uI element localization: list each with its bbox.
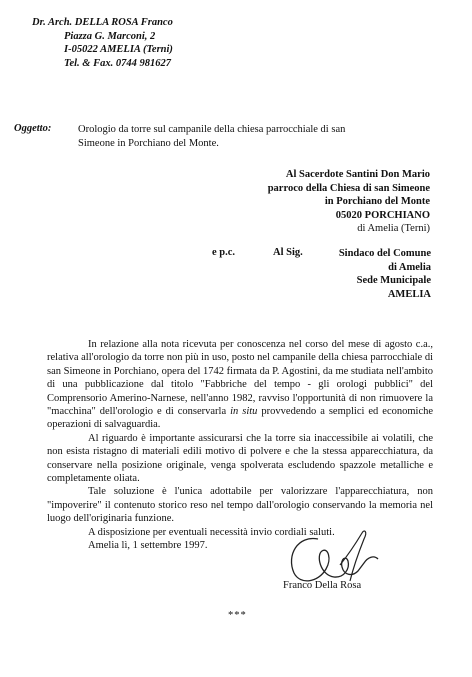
signature-name: Franco Della Rosa [283, 580, 362, 591]
cc-line-1: Sindaco del Comune [338, 248, 431, 259]
body-p1-text: In relazione alla nota ricevuta per conoscenza nel corso del mese di agosto c.a., relativa all'orologio da torre non più in uso, posto nel campanile della chiesa parrocchiale di san Simeone in Porchiano, opera del 1742 firmata da P. Agostini, da me studiata nell'ambito di una pubblicazione dal titolo "Fabbriche del tempo - gli orologi pubblici" del Comprensorio Amerino-Narnese, nell'anno 1982, ravviso l'opportunità di non rimuovere la "macchina" dell'orologio e di conservarla [47, 339, 433, 418]
recipient-line-1: Al Sacerdote Santini Don Mario [285, 169, 430, 180]
subject-label: Oggetto: [14, 123, 52, 134]
subject-line-2: Simeone in Porchiano del Monte. [78, 137, 219, 149]
recipient-line-4: 05020 PORCHIANO [335, 209, 430, 221]
recipient-block [200, 168, 430, 236]
sender-address: Piazza G. Marconi, 2 [64, 30, 156, 42]
body-p1-end: provvedendo a semplici ed economiche operazioni di salvaguardia. [47, 406, 434, 431]
body-paragraph-3: Tale soluzione è l'unica adottabile per valorizzare l'apparecchiatura, non "impoverire" il contenuto storico reso nel tempo dall'orologio conservando la memoria nel luogo dell'originaria funzione. [47, 486, 433, 525]
cc-recipient-block [325, 247, 431, 301]
cc-line-4: AMELIA [387, 288, 431, 300]
cc-label: e p.c. [212, 247, 236, 258]
letter-body [47, 338, 433, 553]
subject-text [78, 123, 346, 150]
cc-salutation: Al Sig. [273, 247, 303, 258]
recipient-line-5: di Amelia (Terni) [357, 223, 430, 234]
cc-line-3: Sede Municipale [356, 275, 431, 286]
sender-name: Dr. Arch. DELLA ROSA Franco [32, 17, 173, 28]
subject-line-1: Orologio da torre sul campanile della chiesa parrocchiale di san [78, 124, 346, 135]
recipient-line-3: in Porchiano del Monte [324, 196, 430, 207]
sender-city: I-05022 AMELIA (Terni) [64, 44, 173, 55]
footer-asterisks: *** [228, 610, 247, 621]
body-date: Amelia lì, 1 settembre 1997. [88, 540, 208, 552]
body-paragraph-2: Al riguardo è importante assicurarsi che la torre sia inaccessibile ai volatili, che non esista ristagno di materiali edili motivo di polvere e che la stessa apparecchiatura, da conservare nella posizione originale, venga spolverata escludendo spazzole metalliche e completamente oliata. [47, 432, 433, 485]
body-p1-italic: in situ [230, 406, 258, 418]
body-paragraph-1 [47, 338, 433, 432]
recipient-line-2: parroco della Chiesa di san Simeone [267, 182, 430, 194]
sender-phone: Tel. & Fax. 0744 981627 [64, 57, 171, 69]
cc-line-2: di Amelia [388, 261, 431, 273]
body-paragraph-4: A disposizione per eventuali necessità invio cordiali saluti. [88, 526, 335, 538]
sender-block [32, 16, 173, 70]
